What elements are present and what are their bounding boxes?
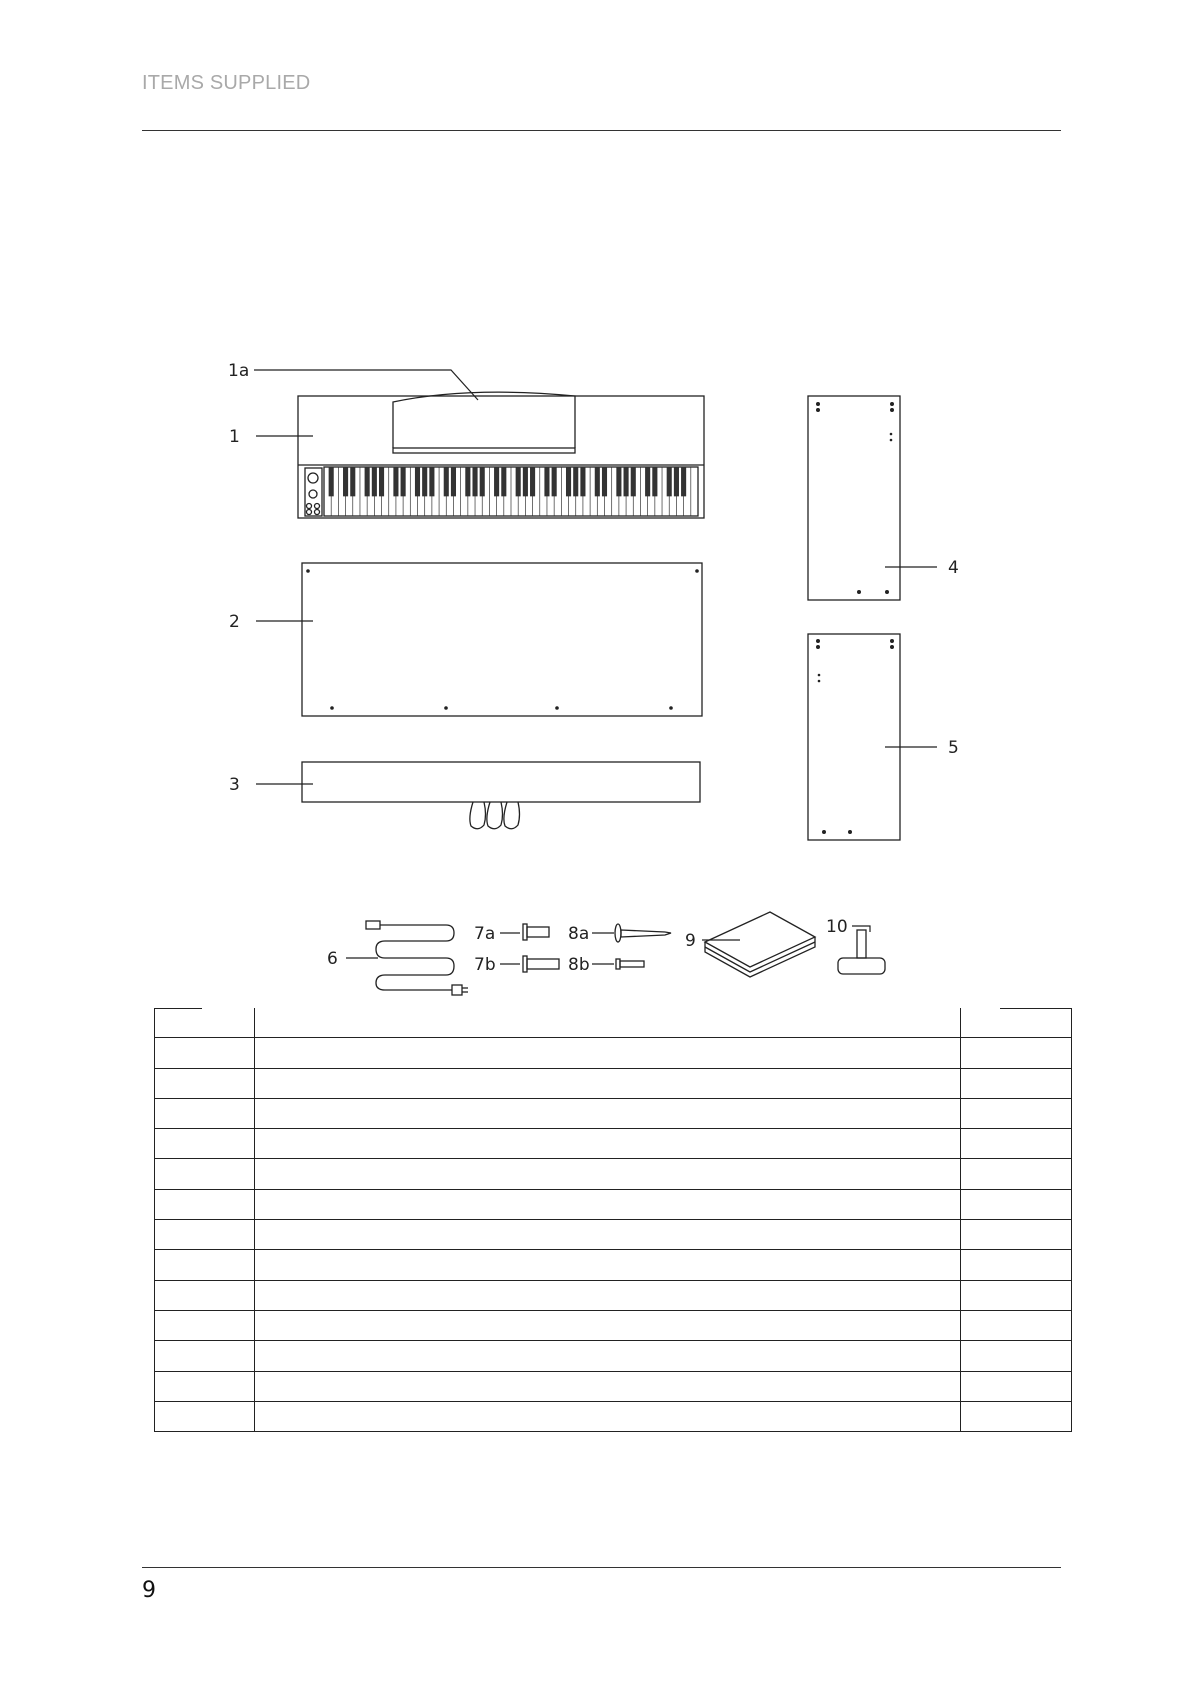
page-number: 9 (142, 1578, 156, 1603)
table-row (155, 1280, 1072, 1310)
black-key (415, 467, 419, 496)
table-row (155, 1401, 1072, 1431)
table-row (155, 1341, 1072, 1371)
black-key (617, 467, 621, 496)
side-panel-right-illustration (808, 634, 900, 840)
table-cell (155, 1371, 255, 1401)
black-key (480, 467, 484, 496)
callout-1: 1 (229, 427, 240, 447)
table-cell (155, 1401, 255, 1431)
table-cell (255, 1068, 961, 1098)
table-cell (961, 1189, 1072, 1219)
bolt-7a-illustration (523, 924, 549, 940)
black-key (581, 467, 585, 496)
callout-8b: 8b (568, 955, 590, 975)
black-key (674, 467, 678, 496)
black-key (473, 467, 477, 496)
table-cell (155, 1038, 255, 1068)
callout-8a: 8a (568, 924, 590, 944)
table-cell (155, 1068, 255, 1098)
black-key (343, 467, 347, 496)
table-cell (961, 1401, 1072, 1431)
table-cell (961, 1250, 1072, 1280)
table-cell (961, 1068, 1072, 1098)
callout-5: 5 (948, 738, 959, 758)
black-key (516, 467, 520, 496)
table-cell (255, 1159, 961, 1189)
table-row (155, 1038, 1072, 1068)
table-cell (961, 1159, 1072, 1189)
table-cell (255, 1401, 961, 1431)
table-cell (155, 1280, 255, 1310)
table-header-row (155, 1008, 1072, 1038)
table-cell (155, 1129, 255, 1159)
black-key (494, 467, 498, 496)
table-cell (255, 1220, 961, 1250)
table-cell (961, 1341, 1072, 1371)
callout-6: 6 (327, 949, 338, 969)
parts-table (154, 1008, 1072, 1432)
piano-keys (329, 467, 691, 516)
pedal-board-illustration (302, 762, 700, 829)
table-cell (155, 1250, 255, 1280)
table-cell (155, 1310, 255, 1340)
table-cell (255, 1098, 961, 1128)
black-key (530, 467, 534, 496)
black-key (422, 467, 426, 496)
table-cell (155, 1220, 255, 1250)
table-row (155, 1220, 1072, 1250)
table-cell (255, 1371, 961, 1401)
page-heading: ITEMS SUPPLIED (142, 72, 311, 94)
power-cable-illustration (366, 921, 468, 995)
table-cell (255, 1250, 961, 1280)
table-cell (255, 1038, 961, 1068)
table-cell (155, 1159, 255, 1189)
black-key (645, 467, 649, 496)
black-key (574, 467, 578, 496)
table-cell (155, 1098, 255, 1128)
table-cell (961, 1310, 1072, 1340)
table-row (155, 1129, 1072, 1159)
black-key (351, 467, 355, 496)
table-cell (155, 1189, 255, 1219)
callout-3: 3 (229, 775, 240, 795)
black-key (552, 467, 556, 496)
black-key (545, 467, 549, 496)
black-key (444, 467, 448, 496)
black-key (595, 467, 599, 496)
table-cell (961, 1098, 1072, 1128)
table-cell (961, 1280, 1072, 1310)
table-cell (255, 1008, 961, 1038)
table-cell (255, 1280, 961, 1310)
table-cell (155, 1008, 255, 1038)
black-key (379, 467, 383, 496)
table-row (155, 1189, 1072, 1219)
callout-7b: 7b (474, 955, 496, 975)
table-cell (961, 1220, 1072, 1250)
black-key (372, 467, 376, 496)
piano-body-illustration (298, 392, 704, 518)
black-key (602, 467, 606, 496)
black-key (451, 467, 455, 496)
black-key (631, 467, 635, 496)
table-cell (255, 1129, 961, 1159)
callout-10: 10 (826, 917, 848, 937)
callout-4: 4 (948, 558, 959, 578)
table-row (155, 1371, 1072, 1401)
black-key (681, 467, 685, 496)
table-row (155, 1310, 1072, 1340)
black-key (667, 467, 671, 496)
black-key (466, 467, 470, 496)
black-key (365, 467, 369, 496)
black-key (401, 467, 405, 496)
callout-9: 9 (685, 931, 696, 951)
table-cell (255, 1341, 961, 1371)
black-key (430, 467, 434, 496)
black-key (502, 467, 506, 496)
black-key (653, 467, 657, 496)
table-cell (255, 1310, 961, 1340)
screw-8a-illustration (615, 924, 671, 942)
black-key (329, 467, 333, 496)
table-row (155, 1250, 1072, 1280)
screw-8b-illustration (616, 959, 644, 969)
bolt-7b-illustration (523, 956, 559, 972)
table-cell (961, 1129, 1072, 1159)
black-key (523, 467, 527, 496)
table-row (155, 1159, 1072, 1189)
callout-7a: 7a (474, 924, 496, 944)
back-board-illustration (302, 563, 702, 716)
black-key (394, 467, 398, 496)
side-panel-left-illustration (808, 396, 900, 600)
callout-2: 2 (229, 612, 240, 632)
table-cell (961, 1371, 1072, 1401)
table-row (155, 1098, 1072, 1128)
table-cell (961, 1038, 1072, 1068)
black-key (624, 467, 628, 496)
callout-1a: 1a (228, 361, 250, 381)
footer-divider (142, 1567, 1061, 1568)
table-row (155, 1068, 1072, 1098)
table-cell (155, 1341, 255, 1371)
manual-illustration (705, 912, 815, 977)
black-key (566, 467, 570, 496)
table-cell (255, 1189, 961, 1219)
table-cell (961, 1008, 1072, 1038)
